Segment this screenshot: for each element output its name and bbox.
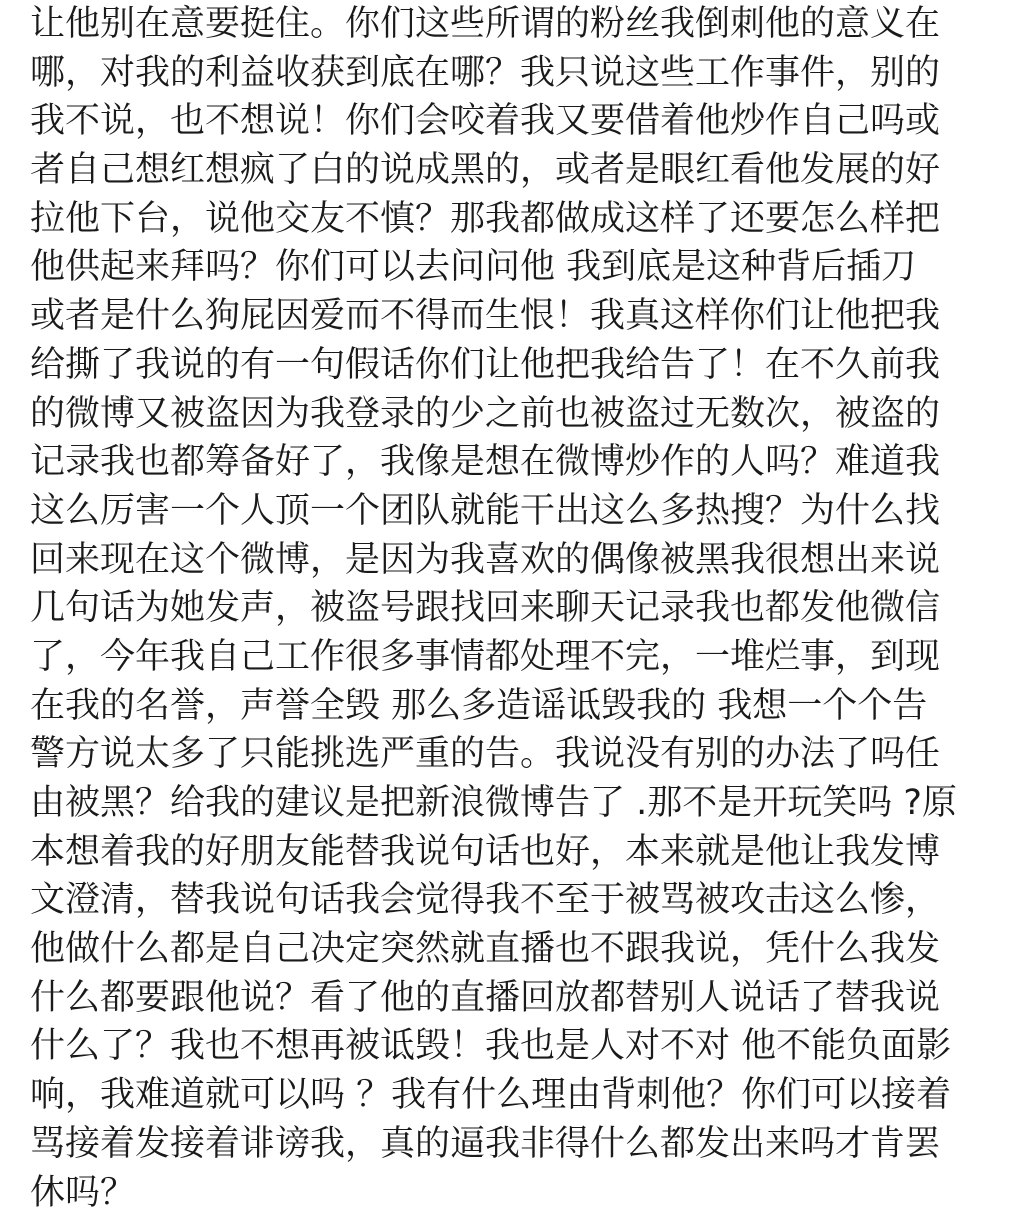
post-line-20: 他做什么都是自己决定突然就直播也不跟我说，凭什么我发 <box>30 925 1020 974</box>
post-line-16: 警方说太多了只能挑选严重的告。我说没有别的办法了吗任 <box>30 730 1020 779</box>
post-line-24: 骂接着发接着诽谤我，真的逼我非得什么都发出来吗才肯罢 <box>30 1120 1020 1169</box>
post-line-8: 给撕了我说的有一句假话你们让他把我给告了！在不久前我 <box>30 341 1020 390</box>
post-line-7: 或者是什么狗屁因爱而不得而生恨！我真这样你们让他把我 <box>30 292 1020 341</box>
post-line-14: 了，今年我自己工作很多事情都处理不完，一堆烂事，到现 <box>30 633 1020 682</box>
post-line-1: 让他别在意要挺住。你们这些所谓的粉丝我倒刺他的意义在 <box>30 0 1020 49</box>
post-line-22: 什么了？我也不想再被诋毁！我也是人对不对 他不能负面影 <box>30 1022 1020 1071</box>
post-line-10: 记录我也都筹备好了，我像是想在微博炒作的人吗？难道我 <box>30 438 1020 487</box>
post-line-17: 由被黑？给我的建议是把新浪微博告了 .那不是开玩笑吗 ?原 <box>30 779 1020 828</box>
post-line-18: 本想着我的好朋友能替我说句话也好，本来就是他让我发博 <box>30 828 1020 877</box>
post-line-21: 什么都要跟他说？看了他的直播回放都替别人说话了替我说 <box>30 974 1020 1023</box>
post-line-4: 者自己想红想疯了白的说成黑的，或者是眼红看他发展的好 <box>30 146 1020 195</box>
post-line-15: 在我的名誉，声誉全毁 那么多造谣诋毁我的 我想一个个告 <box>30 682 1020 731</box>
post-line-5: 拉他下台，说他交友不慎？那我都做成这样了还要怎么样把 <box>30 195 1020 244</box>
post-line-6: 他供起来拜吗？你们可以去问问他 我到底是这种背后插刀 <box>30 243 1020 292</box>
post-line-19: 文澄清，替我说句话我会觉得我不至于被骂被攻击这么惨， <box>30 876 1020 925</box>
post-body <box>30 0 1020 1217</box>
post-line-23: 响，我难道就可以吗 ？我有什么理由背刺他？你们可以接着 <box>30 1071 1020 1120</box>
post-line-2: 哪，对我的利益收获到底在哪？我只说这些工作事件，别的 <box>30 49 1020 98</box>
post-line-25: 休吗？ <box>30 1169 1020 1217</box>
post-line-13: 几句话为她发声，被盗号跟找回来聊天记录我也都发他微信 <box>30 584 1020 633</box>
post-line-12: 回来现在这个微博，是因为我喜欢的偶像被黑我很想出来说 <box>30 536 1020 585</box>
post-line-9: 的微博又被盗因为我登录的少之前也被盗过无数次，被盗的 <box>30 390 1020 439</box>
post-line-11: 这么厉害一个人顶一个团队就能干出这么多热搜？为什么找 <box>30 487 1020 536</box>
post-line-3: 我不说，也不想说！你们会咬着我又要借着他炒作自己吗或 <box>30 97 1020 146</box>
